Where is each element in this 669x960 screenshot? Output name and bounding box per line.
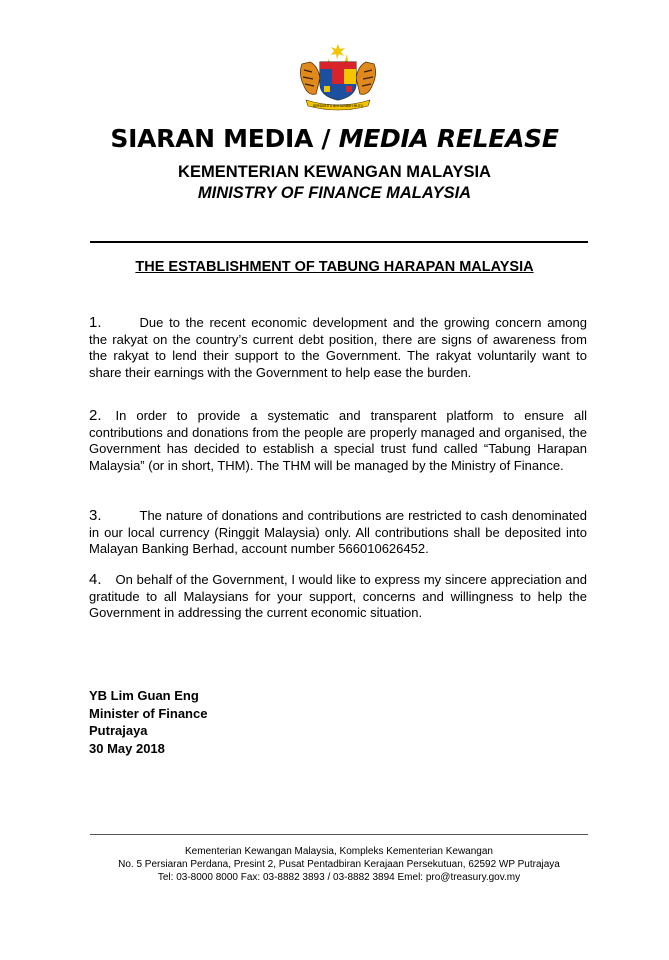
paragraph-number: 1.	[89, 314, 102, 331]
signature-place: Putrajaya	[89, 723, 148, 738]
paragraph-4	[89, 572, 587, 622]
page-title	[0, 124, 669, 153]
footer-contact-line: Tel: 03-8000 8000 Fax: 03-8882 3893 / 03-8882 3894 Emel: pro@treasury.gov.my	[157, 872, 521, 883]
title-english: MEDIA RELEASE	[338, 124, 559, 153]
paragraph-text: Due to the recent economic development and the growing concern among the rakyat on the country’s current debt position, there are signs of awareness from the rakyat to lend their support to the Government. The rakyat voluntarily want to share their earnings with the Government to help ease the burden.	[89, 315, 587, 380]
ministry-name-english: MINISTRY OF FINANCE MALAYSIA	[197, 184, 472, 202]
signatory-position: Minister of Finance	[89, 705, 208, 721]
paragraph-text: On behalf of the Government, I would like to express my sincere appreciation and gratitude to all Malaysians for your support, concerns and willingness to help the Government in addressing the current economic situation.	[89, 572, 587, 620]
signatory-name: YB Lim Guan Eng	[89, 688, 199, 703]
signature-date: 30 May 2018	[89, 740, 165, 756]
signature-block	[89, 687, 207, 757]
footer-address-line-1: Kementerian Kewangan Malaysia, Kompleks Kementerian Kewangan	[185, 846, 493, 857]
crest-motto: BERSEKUTU BERTAMBAH MUTU	[312, 104, 364, 108]
footer-address-line-2: No. 5 Persiaran Perdana, Presint 2, Pusat Pentadbiran Kerajaan Persekutuan, 62592 WP Putrajaya	[118, 859, 560, 870]
paragraph-number: 2.	[89, 407, 102, 424]
paragraph-number: 3.	[89, 507, 102, 524]
ministry-name-malay: KEMENTERIAN KEWANGAN MALAYSIA	[178, 163, 491, 181]
document-heading: THE ESTABLISHMENT OF TABUNG HARAPAN MALAYSIA	[135, 259, 534, 275]
footer	[90, 845, 588, 884]
paragraph-text: The nature of donations and contributions are restricted to cash denominated in our local currency (Ringgit Malaysia) only. All contributions shall be deposited into Malayan Banking Berhad, account number 566010626452.	[89, 508, 587, 556]
paragraph-2	[89, 408, 587, 474]
title-malay: SIARAN MEDIA /	[110, 124, 339, 153]
header-divider	[90, 241, 588, 243]
paragraph-number: 4.	[89, 571, 102, 588]
footer-divider	[90, 834, 588, 835]
paragraph-3	[89, 508, 587, 558]
paragraph-text: In order to provide a systematic and transparent platform to ensure all contributions and donations from the people are properly managed and organised, the Government has decided to establish a special trust fund called “Tabung Harapan Malaysia” (or in short, THM). The THM will be managed by the Ministry of Finance.	[89, 408, 587, 473]
paragraph-1	[89, 315, 587, 381]
coat-of-arms-logo	[294, 44, 382, 112]
